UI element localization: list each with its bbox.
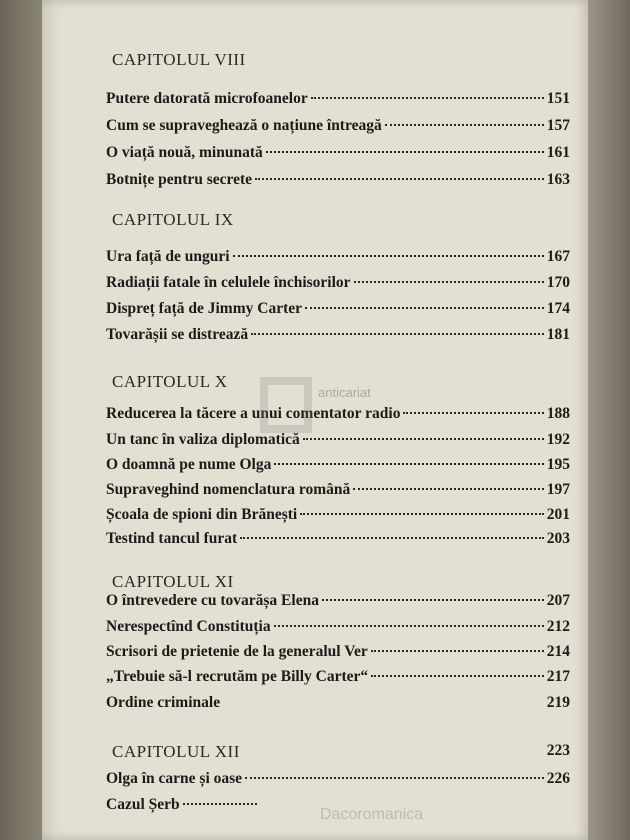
- chapter-heading: CAPITOLUL VIII: [112, 50, 246, 69]
- entry-title: Testind tancul furat: [106, 530, 238, 547]
- entry-page: 161: [546, 144, 570, 161]
- entry-title: Un tanc în valiza diplomatică: [106, 431, 300, 448]
- entry-page: 157: [546, 117, 570, 134]
- toc-entry: [106, 796, 260, 816]
- entry-title: Olga în carne și oase: [106, 770, 243, 787]
- toc-entry: [106, 326, 570, 346]
- entry-page: 174: [546, 300, 570, 317]
- entry-title: O doamnă pe nume Olga: [106, 456, 272, 473]
- dot-leader: [354, 281, 544, 283]
- entry-title: Tovarășii se distrează: [106, 326, 249, 343]
- toc-entry: [106, 171, 570, 191]
- dot-leader: [305, 307, 544, 309]
- entry-page: 170: [546, 274, 570, 291]
- entry-page: 223: [546, 742, 570, 759]
- entry-page: 207: [546, 592, 570, 609]
- entry-title: Botnițe pentru secrete: [106, 171, 253, 188]
- entry-page: 197: [546, 481, 570, 498]
- chapter-heading: CAPITOLUL XI: [112, 572, 234, 591]
- toc-entry: [106, 643, 570, 663]
- watermark-logo-icon: [260, 375, 380, 435]
- entry-title: Cazul Șerb: [106, 796, 180, 813]
- dot-leader: [371, 650, 544, 652]
- entry-title: Școala de spioni din Brănești: [106, 506, 298, 523]
- dot-leader: [274, 625, 544, 627]
- entry-page: 214: [546, 643, 570, 660]
- entry-title: Dispreț față de Jimmy Carter: [106, 300, 302, 317]
- entry-page: 163: [546, 171, 570, 188]
- dot-leader: [183, 803, 257, 805]
- toc-entry: [106, 530, 570, 550]
- entry-page: 212: [546, 618, 570, 635]
- entry-page: 217: [546, 668, 570, 685]
- chapter-heading: CAPITOLUL X: [112, 372, 228, 391]
- entry-title: Ordine criminale: [106, 694, 221, 711]
- dot-leader: [353, 488, 543, 490]
- toc-entry: [106, 300, 570, 320]
- watermark-brand: Dacoromanica: [320, 806, 424, 823]
- entry-page: 167: [546, 248, 570, 265]
- entry-page: 151: [546, 90, 570, 107]
- dot-leader: [311, 97, 544, 99]
- chapter-heading: CAPITOLUL XII: [112, 742, 240, 761]
- entry-title: Putere datorată microfoanelor: [106, 90, 308, 107]
- dot-leader: [251, 333, 544, 335]
- entry-title: Cum se supraveghează o națiune întreagă: [106, 117, 382, 134]
- toc-entry: [106, 770, 570, 790]
- entry-title: Ura față de unguri: [106, 248, 230, 265]
- entry-page: 201: [546, 506, 570, 523]
- toc-entry: [106, 117, 570, 137]
- toc-entry: [106, 618, 570, 638]
- toc-entry: [106, 592, 570, 612]
- entry-page: 192: [546, 431, 570, 448]
- toc-entry: [106, 144, 570, 164]
- entry-page: 203: [546, 530, 570, 547]
- dot-leader: [233, 255, 544, 257]
- entry-title: „Trebuie să-l recrutăm pe Billy Carter“: [106, 668, 369, 685]
- dot-leader: [240, 537, 544, 539]
- dot-leader: [322, 599, 544, 601]
- entry-title: O întrevedere cu tovarășa Elena: [106, 592, 319, 609]
- dot-leader: [300, 513, 544, 515]
- dot-leader: [403, 412, 543, 414]
- entry-title: Scrisori de prietenie de la generalul Ver: [106, 643, 368, 660]
- entry-page: 219: [546, 694, 570, 711]
- toc-entry: [106, 90, 570, 110]
- dot-leader: [385, 124, 544, 126]
- toc-entry: [106, 248, 570, 268]
- toc-entry: [106, 694, 570, 714]
- chapter-page: [470, 742, 570, 762]
- entry-page: 195: [546, 456, 570, 473]
- dot-leader: [255, 178, 544, 180]
- dot-leader: [245, 777, 544, 779]
- dot-leader: [371, 675, 544, 677]
- page-edge-shadow: [588, 0, 630, 840]
- toc-entry: [106, 456, 570, 476]
- chapter-heading: CAPITOLUL IX: [112, 210, 234, 229]
- entry-title: Nerespectînd Constituția: [106, 618, 271, 635]
- book-gutter-shadow: [0, 0, 42, 840]
- toc-entry: [106, 506, 570, 526]
- watermark-text: anticariat: [318, 385, 371, 400]
- toc-entry: [106, 274, 570, 294]
- entry-page: 181: [546, 326, 570, 343]
- toc-entry: [106, 481, 570, 501]
- entry-title: Reducerea la tăcere a unui comentator radio: [106, 405, 401, 422]
- dot-leader: [274, 463, 543, 465]
- dot-leader: [303, 438, 544, 440]
- entry-title: Supraveghind nomenclatura română: [106, 481, 351, 498]
- dot-leader: [266, 151, 544, 153]
- toc-entry: [106, 668, 570, 688]
- entry-page: 226: [546, 770, 570, 787]
- entry-page: 188: [546, 405, 570, 422]
- entry-title: O viață nouă, minunată: [106, 144, 263, 161]
- entry-title: Radiații fatale în celulele închisorilor: [106, 274, 351, 291]
